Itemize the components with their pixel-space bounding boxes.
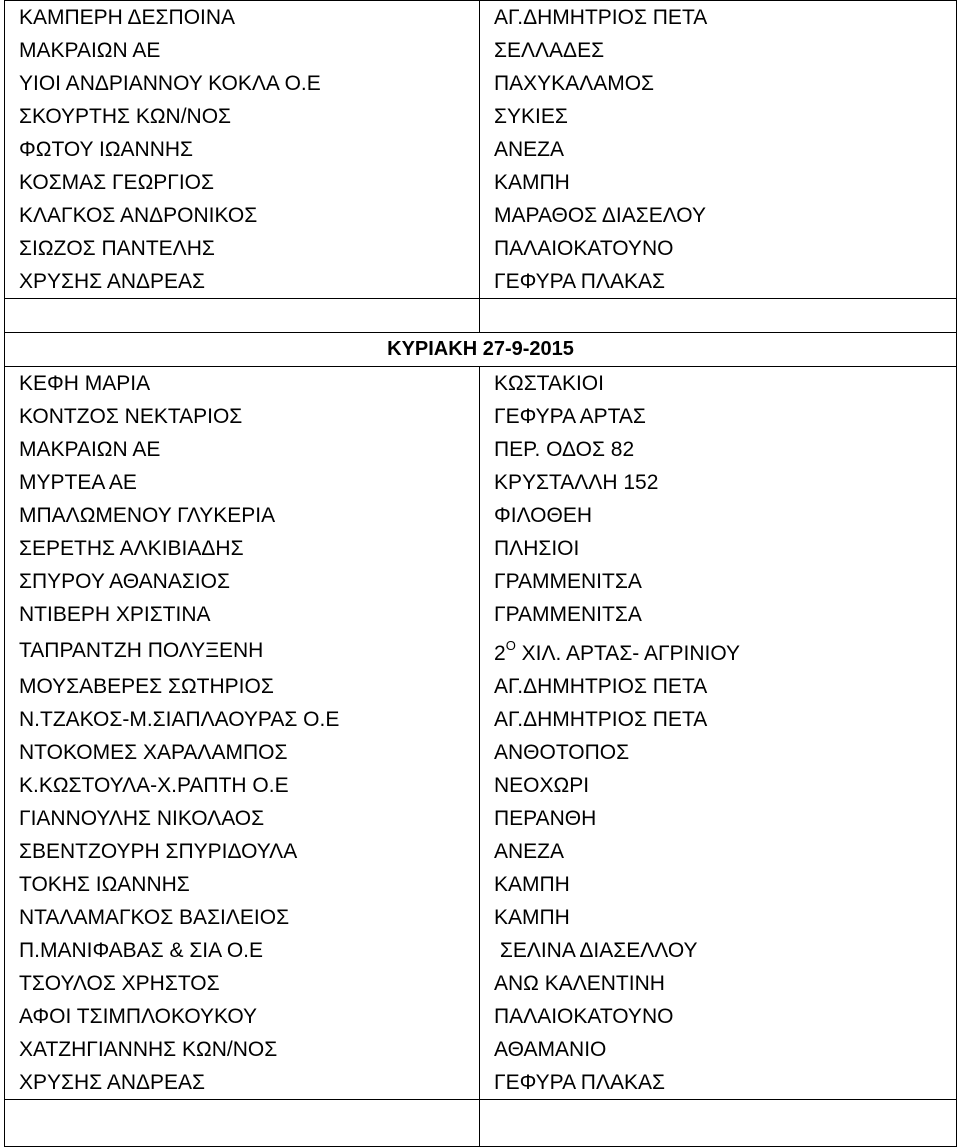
location-superscript: Ο <box>505 638 516 653</box>
table-row <box>5 133 957 166</box>
business-name: ΚΛΑΓΚΟΣ ΑΝΔΡΟΝΙΚΟΣ <box>5 199 480 232</box>
business-name: ΣΚΟΥΡΤΗΣ ΚΩΝ/ΝΟΣ <box>5 100 480 133</box>
location: ΚΑΜΠΗ <box>480 868 957 901</box>
location: ΓΕΦΥΡΑ ΠΛΑΚΑΣ <box>480 265 957 299</box>
location: ΑΓ.ΔΗΜΗΤΡΙΟΣ ΠΕΤΑ <box>480 703 957 736</box>
location: ΠΑΧΥΚΑΛΑΜΟΣ <box>480 67 957 100</box>
location: ΣΥΚΙΕΣ <box>480 100 957 133</box>
table-row <box>5 499 957 532</box>
business-name: ΜΠΑΛΩΜΕΝΟΥ ΓΛΥΚΕΡΙΑ <box>5 499 480 532</box>
table-row <box>5 532 957 565</box>
location: ΑΝΘΟΤΟΠΟΣ <box>480 736 957 769</box>
table-row <box>5 565 957 598</box>
trailing-empty-row <box>5 1100 957 1147</box>
location: ΝΕΟΧΩΡΙ <box>480 769 957 802</box>
business-name: ΤΟΚΗΣ ΙΩΑΝΝΗΣ <box>5 868 480 901</box>
table-row <box>5 703 957 736</box>
business-name: ΜΟΥΣΑΒΕΡΕΣ ΣΩΤΗΡΙΟΣ <box>5 670 480 703</box>
table-row <box>5 400 957 433</box>
empty-cell <box>5 299 480 333</box>
schedule-table <box>4 0 957 1147</box>
table-row <box>5 367 957 401</box>
table-row <box>5 736 957 769</box>
business-name: ΧΡΥΣΗΣ ΑΝΔΡΕΑΣ <box>5 1066 480 1100</box>
location: ΚΑΜΠΗ <box>480 166 957 199</box>
location: ΦΙΛΟΘΕΗ <box>480 499 957 532</box>
table-row <box>5 967 957 1000</box>
table-row <box>5 631 957 670</box>
schedule-body <box>5 1 957 1147</box>
location: ΓΕΦΥΡΑ ΑΡΤΑΣ <box>480 400 957 433</box>
location: ΑΝΩ ΚΑΛΕΝΤΙΝΗ <box>480 967 957 1000</box>
location: ΠΑΛΑΙΟΚΑΤΟΥΝΟ <box>480 232 957 265</box>
table-row <box>5 199 957 232</box>
business-name: Κ.ΚΩΣΤΟΥΛΑ-Χ.ΡΑΠΤΗ Ο.Ε <box>5 769 480 802</box>
location: ΚΩΣΤΑΚΙΟΙ <box>480 367 957 401</box>
location: ΜΑΡΑΘΟΣ ΔΙΑΣΕΛΟΥ <box>480 199 957 232</box>
location: ΑΓ.ΔΗΜΗΤΡΙΟΣ ΠΕΤΑ <box>480 1 957 35</box>
business-name: ΣΠΥΡΟΥ ΑΘΑΝΑΣΙΟΣ <box>5 565 480 598</box>
table-row <box>5 1 957 35</box>
business-name: ΜΥΡΤΕΑ ΑΕ <box>5 466 480 499</box>
table-row <box>5 433 957 466</box>
location: ΑΘΑΜΑΝΙΟ <box>480 1033 957 1066</box>
business-name: Ν.ΤΖΑΚΟΣ-Μ.ΣΙΑΠΛΑΟΥΡΑΣ Ο.Ε <box>5 703 480 736</box>
location: ΑΓ.ΔΗΜΗΤΡΙΟΣ ΠΕΤΑ <box>480 670 957 703</box>
location: ΓΡΑΜΜΕΝΙΤΣΑ <box>480 598 957 631</box>
business-name: ΥΙΟΙ ΑΝΔΡΙΑΝΝΟΥ ΚΟΚΛΑ Ο.Ε <box>5 67 480 100</box>
table-row <box>5 769 957 802</box>
table-row <box>5 670 957 703</box>
table-row <box>5 835 957 868</box>
location: ΠΕΡΑΝΘΗ <box>480 802 957 835</box>
table-row <box>5 1066 957 1100</box>
table-row <box>5 868 957 901</box>
table-row <box>5 265 957 299</box>
date-header: ΚΥΡΙΑΚΗ 27-9-2015 <box>5 333 957 367</box>
table-row <box>5 1000 957 1033</box>
location: ΑΝΕΖΑ <box>480 835 957 868</box>
business-name: ΦΩΤΟΥ ΙΩΑΝΝΗΣ <box>5 133 480 166</box>
business-name: Π.ΜΑΝΙΦΑΒΑΣ & ΣΙΑ Ο.Ε <box>5 934 480 967</box>
table-row <box>5 802 957 835</box>
location: ΠΛΗΣΙΟΙ <box>480 532 957 565</box>
business-name: ΚΕΦΗ ΜΑΡΙΑ <box>5 367 480 401</box>
business-name: ΝΤΟΚΟΜΕΣ ΧΑΡΑΛΑΜΠΟΣ <box>5 736 480 769</box>
business-name: ΚΟΣΜΑΣ ΓΕΩΡΓΙΟΣ <box>5 166 480 199</box>
location: ΑΝΕΖΑ <box>480 133 957 166</box>
business-name: ΣΙΩΖΟΣ ΠΑΝΤΕΛΗΣ <box>5 232 480 265</box>
business-name: ΣΒΕΝΤΖΟΥΡΗ ΣΠΥΡΙΔΟΥΛΑ <box>5 835 480 868</box>
table-row <box>5 166 957 199</box>
business-name: ΚΑΜΠΕΡΗ ΔΕΣΠΟΙΝΑ <box>5 1 480 35</box>
location: ΣΕΛΙΝΑ ΔΙΑΣΕΛΛΟΥ <box>480 934 957 967</box>
location: ΠΑΛΑΙΟΚΑΤΟΥΝΟ <box>480 1000 957 1033</box>
table-row <box>5 100 957 133</box>
table-row <box>5 67 957 100</box>
business-name: ΜΑΚΡΑΙΩΝ ΑΕ <box>5 34 480 67</box>
separator-row <box>5 299 957 333</box>
business-name: ΤΑΠΡΑΝΤΖΗ ΠΟΛΥΞΕΝΗ <box>5 631 480 670</box>
location-number: 2 <box>494 642 506 665</box>
business-name: ΝΤΙΒΕΡΗ ΧΡΙΣΤΙΝΑ <box>5 598 480 631</box>
business-name: ΓΙΑΝΝΟΥΛΗΣ ΝΙΚΟΛΑΟΣ <box>5 802 480 835</box>
table-row <box>5 598 957 631</box>
business-name: ΤΣΟΥΛΟΣ ΧΡΗΣΤΟΣ <box>5 967 480 1000</box>
location: ΚΡΥΣΤΑΛΛΗ 152 <box>480 466 957 499</box>
table-row <box>5 466 957 499</box>
table-row <box>5 1033 957 1066</box>
location: ΓΕΦΥΡΑ ΠΛΑΚΑΣ <box>480 1066 957 1100</box>
business-name: ΧΡΥΣΗΣ ΑΝΔΡΕΑΣ <box>5 265 480 299</box>
business-name: ΑΦΟΙ ΤΣΙΜΠΛΟΚΟΥΚΟΥ <box>5 1000 480 1033</box>
business-name: ΝΤΑΛΑΜΑΓΚΟΣ ΒΑΣΙΛΕΙΟΣ <box>5 901 480 934</box>
business-name: ΜΑΚΡΑΙΩΝ ΑΕ <box>5 433 480 466</box>
empty-cell <box>480 299 957 333</box>
business-name: ΚΟΝΤΖΟΣ ΝΕΚΤΑΡΙΟΣ <box>5 400 480 433</box>
business-name: ΣΕΡΕΤΗΣ ΑΛΚΙΒΙΑΔΗΣ <box>5 532 480 565</box>
location <box>480 631 957 670</box>
table-row <box>5 34 957 67</box>
location: ΚΑΜΠΗ <box>480 901 957 934</box>
location-text: ΧΙΛ. ΑΡΤΑΣ- ΑΓΡΙΝΙΟΥ <box>515 642 741 665</box>
empty-cell <box>480 1100 957 1147</box>
date-header-row <box>5 333 957 367</box>
location: ΓΡΑΜΜΕΝΙΤΣΑ <box>480 565 957 598</box>
empty-cell <box>5 1100 480 1147</box>
table-row <box>5 901 957 934</box>
table-row <box>5 232 957 265</box>
business-name: ΧΑΤΖΗΓΙΑΝΝΗΣ ΚΩΝ/ΝΟΣ <box>5 1033 480 1066</box>
location: ΠΕΡ. ΟΔΟΣ 82 <box>480 433 957 466</box>
location: ΣΕΛΛΑΔΕΣ <box>480 34 957 67</box>
table-row <box>5 934 957 967</box>
